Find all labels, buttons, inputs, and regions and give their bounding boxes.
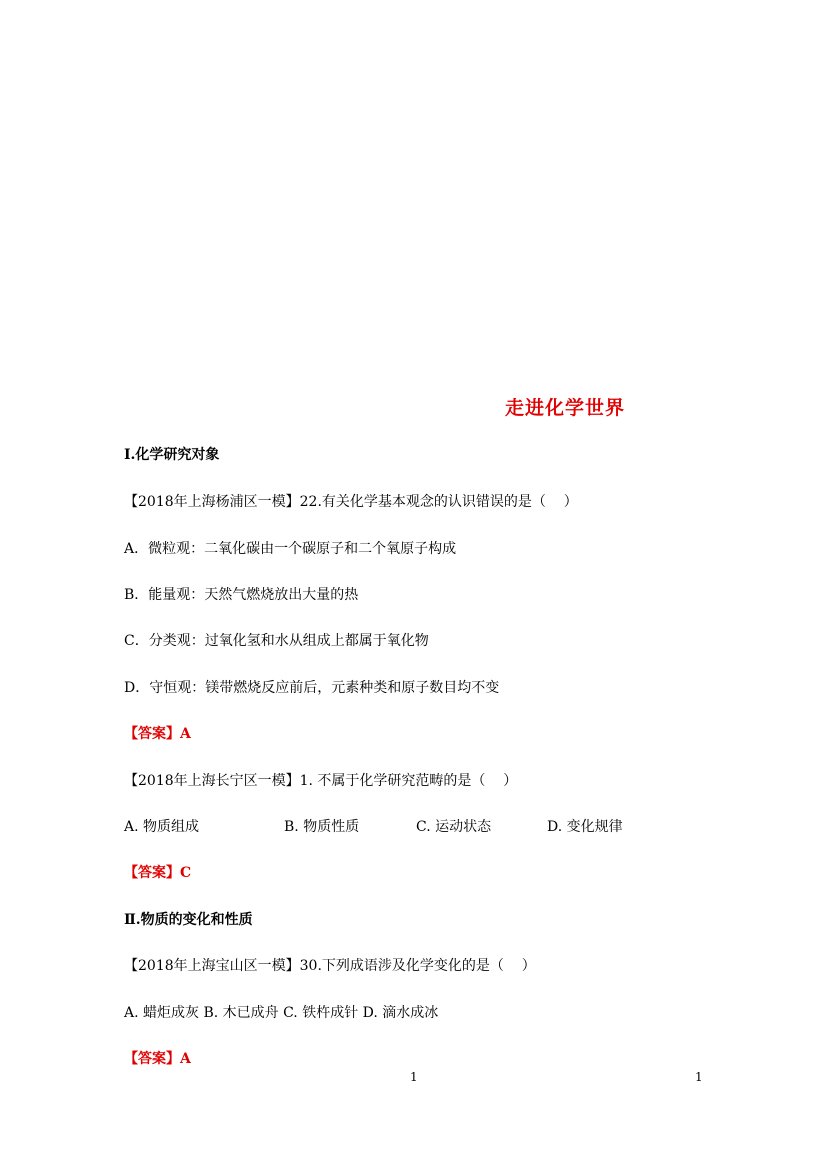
answer-line [124, 1050, 191, 1068]
option-a: A．微粒观：二氧化碳由一个碳原子和二个氧原子构成 [124, 541, 457, 557]
question-stem: 【2018年上海长宁区一模】1. 不属于化学研究范畴的是（ ） [124, 773, 518, 789]
answer-value: C [180, 865, 192, 881]
option-c: C．分类观：过氧化氢和水从组成上都属于氧化物 [124, 633, 429, 649]
option-c: C. 运动状态 [416, 819, 492, 835]
section-heading: Ⅱ.物质的变化和性质 [124, 912, 253, 928]
answer-line [124, 864, 191, 882]
page-number: 1 [695, 1070, 703, 1084]
question-stem: 【2018年上海杨浦区一模】22.有关化学基本观念的认识错误的是（ ） [124, 494, 578, 510]
question-stem: 【2018年上海宝山区一模】30.下列成语涉及化学变化的是（ ） [124, 958, 536, 974]
option-b: B. 物质性质 [284, 819, 360, 835]
option-a: A. 物质组成 [124, 819, 200, 835]
option-d: D．守恒观：镁带燃烧反应前后，元素种类和原子数目均不变 [124, 680, 500, 696]
answer-label: 【答案】 [124, 865, 180, 881]
answer-label: 【答案】 [124, 1051, 180, 1067]
page-number: 1 [410, 1070, 418, 1084]
answer-line [124, 725, 191, 743]
answer-value: A [180, 1051, 191, 1067]
option-b: B．能量观：天然气燃烧放出大量的热 [124, 587, 359, 603]
document-title: 走进化学世界 [505, 397, 626, 419]
section-heading: Ⅰ.化学研究对象 [124, 447, 220, 463]
answer-value: A [180, 726, 191, 742]
option-d: D. 变化规律 [547, 819, 623, 835]
options-line: A. 蜡炬成灰 B. 木已成舟 C. 铁杵成针 D. 滴水成冰 [124, 1005, 439, 1021]
answer-label: 【答案】 [124, 726, 180, 742]
